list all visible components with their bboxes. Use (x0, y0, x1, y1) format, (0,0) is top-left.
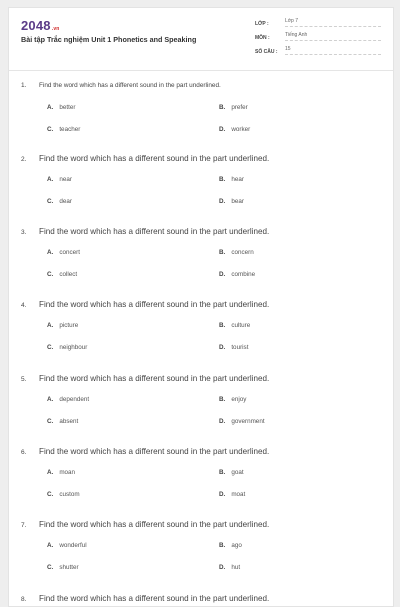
option-text: combine (231, 271, 256, 278)
question-number: 4. (21, 302, 27, 309)
question-stem (21, 227, 387, 236)
answer-option[interactable] (219, 344, 248, 351)
question-number: 6. (21, 449, 27, 456)
option-letter: D. (219, 126, 226, 133)
question-text: Find the word which has a different sound in the part underlined. (39, 300, 270, 309)
question-count-value: 15 (285, 46, 381, 55)
answer-option[interactable] (47, 418, 78, 425)
subject-label: MÔN : (255, 35, 270, 41)
option-letter: D. (219, 564, 226, 571)
answer-option[interactable] (219, 322, 250, 329)
option-letter: B. (219, 104, 226, 111)
option-text: concert (59, 249, 80, 256)
answer-option[interactable] (219, 176, 244, 183)
option-letter: C. (47, 344, 54, 351)
question-item (21, 594, 387, 603)
question-item (21, 82, 387, 133)
question-text: Find the word which has a different sound in the part underlined. (39, 447, 270, 456)
option-letter: A. (47, 176, 54, 183)
option-text: worker (231, 126, 251, 133)
answer-option[interactable] (47, 491, 80, 498)
option-text: bear (231, 198, 244, 205)
question-item (21, 300, 387, 351)
answer-option[interactable] (219, 469, 244, 476)
question-text: Find the word which has a different sound in the part underlined. (39, 594, 270, 603)
worksheet-page (8, 7, 394, 607)
question-number: 5. (21, 376, 27, 383)
option-letter: B. (219, 322, 226, 329)
option-letter: C. (47, 126, 54, 133)
answer-option[interactable] (47, 469, 75, 476)
option-letter: D. (219, 271, 226, 278)
option-text: government (231, 418, 265, 425)
option-letter: C. (47, 271, 54, 278)
question-item (21, 227, 387, 278)
answer-option[interactable] (47, 249, 80, 256)
answer-option[interactable] (47, 271, 77, 278)
answer-option[interactable] (47, 344, 87, 351)
question-stem (21, 82, 387, 89)
question-number: 8. (21, 596, 27, 603)
option-text: concern (231, 249, 254, 256)
header-divider (9, 70, 393, 71)
option-text: dear (59, 198, 72, 205)
question-text: Find the word which has a different sound in the part underlined. (39, 520, 270, 529)
class-label: LỚP : (255, 21, 269, 27)
answer-option[interactable] (47, 542, 87, 549)
option-letter: D. (219, 418, 226, 425)
answer-option[interactable] (219, 542, 242, 549)
subject-value: Tiếng Anh (285, 32, 381, 41)
answer-option[interactable] (47, 396, 89, 403)
answer-option[interactable] (219, 418, 265, 425)
option-text: better (59, 104, 76, 111)
option-text: hut (231, 564, 241, 571)
answer-option[interactable] (219, 491, 245, 498)
option-letter: A. (47, 542, 54, 549)
option-text: wonderful (59, 542, 87, 549)
answer-option[interactable] (219, 396, 246, 403)
answer-option[interactable] (47, 198, 72, 205)
answer-option[interactable] (219, 249, 254, 256)
answer-option[interactable] (47, 126, 80, 133)
option-letter: D. (219, 344, 226, 351)
answer-option[interactable] (219, 564, 240, 571)
option-text: moat (231, 491, 246, 498)
question-text: Find the word which has a different sound in the part underlined. (39, 374, 270, 383)
option-letter: D. (219, 198, 226, 205)
worksheet-title: Bài tập Trắc nghiệm Unit 1 Phonetics and Speaking (21, 35, 197, 44)
option-text: teacher (59, 126, 81, 133)
meta-subject-row (255, 32, 381, 41)
option-letter: C. (47, 564, 54, 571)
option-letter: D. (219, 491, 226, 498)
answer-option[interactable] (47, 564, 79, 571)
answer-option[interactable] (219, 271, 255, 278)
question-number: 1. (21, 82, 27, 89)
question-item (21, 520, 387, 571)
logo-text: 2048 (21, 18, 51, 33)
question-text: Find the word which has a different sound in the part underlined. (39, 227, 270, 236)
option-text: hear (231, 176, 244, 183)
option-text: culture (231, 322, 251, 329)
option-letter: B. (219, 249, 226, 256)
option-text: picture (59, 322, 79, 329)
meta-class-row (255, 18, 381, 27)
answer-option[interactable] (219, 104, 248, 111)
option-letter: A. (47, 469, 54, 476)
option-letter: C. (47, 418, 54, 425)
question-number: 2. (21, 156, 27, 163)
option-text: absent (59, 418, 79, 425)
meta-count-row (255, 46, 381, 55)
option-letter: A. (47, 322, 54, 329)
answer-option[interactable] (219, 126, 250, 133)
question-stem (21, 154, 387, 163)
option-letter: A. (47, 104, 54, 111)
question-text: Find the word which has a different sound in the part underlined. (39, 154, 270, 163)
site-logo[interactable] (21, 18, 60, 33)
question-stem (21, 594, 387, 603)
option-letter: A. (47, 396, 54, 403)
question-item (21, 374, 387, 425)
question-item (21, 154, 387, 205)
option-text: collect (59, 271, 78, 278)
class-value: Lớp 7 (285, 18, 381, 27)
question-stem (21, 374, 387, 383)
option-letter: B. (219, 176, 226, 183)
option-text: custom (59, 491, 80, 498)
option-text: ago (231, 542, 242, 549)
option-letter: A. (47, 249, 54, 256)
option-letter: C. (47, 198, 54, 205)
answer-option[interactable] (47, 322, 78, 329)
question-stem (21, 447, 387, 456)
option-text: goat (231, 469, 244, 476)
option-text: prefer (231, 104, 248, 111)
option-text: moan (59, 469, 76, 476)
question-number: 3. (21, 229, 27, 236)
question-item (21, 447, 387, 498)
option-letter: B. (219, 469, 226, 476)
answer-option[interactable] (47, 176, 72, 183)
option-letter: B. (219, 396, 226, 403)
question-count-label: SỐ CÂU : (255, 49, 278, 55)
option-text: neighbour (59, 344, 88, 351)
option-text: enjoy (231, 396, 247, 403)
logo-suffix: .vn (51, 26, 60, 32)
answer-option[interactable] (47, 104, 75, 111)
option-text: near (59, 176, 72, 183)
option-text: shutter (59, 564, 79, 571)
option-text: dependent (59, 396, 90, 403)
option-text: tourist (231, 344, 249, 351)
question-stem (21, 520, 387, 529)
answer-option[interactable] (219, 198, 244, 205)
question-stem (21, 300, 387, 309)
option-letter: C. (47, 491, 54, 498)
question-number: 7. (21, 522, 27, 529)
question-text: Find the word which has a different sound in the part underlined. (39, 82, 221, 89)
option-letter: B. (219, 542, 226, 549)
